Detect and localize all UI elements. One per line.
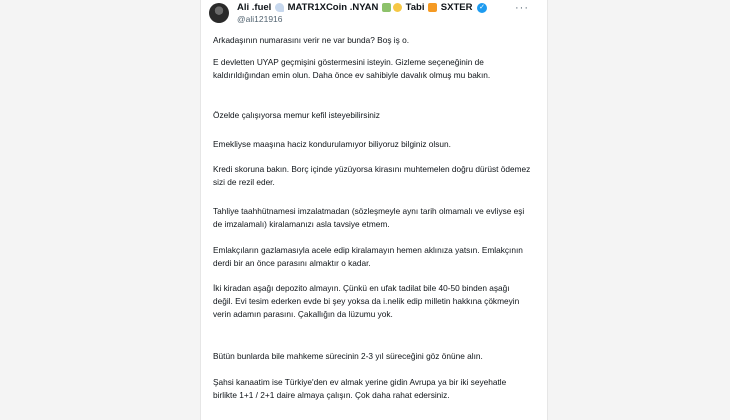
- tweet-paragraph: Tahliye taahhütnamesi imzalatmadan (sözleşmeyle aynı tarih olmamalı ve evliyse eşi de imzalamalı) kiralamanızı asla tavsiye etmem.: [213, 206, 525, 229]
- tweet-paragraph: Şahsi kanaatim ise Türkiye'den ev almak yerine gidin Avrupa ya bir iki seyehatle birlikte 1+1 / 2+1 daire almaya çalışın. Çok daha rahat edersiniz.: [213, 377, 507, 400]
- tweet-paragraph: Kredi skoruna bakın. Borç içinde yüzüyorsa kirasını muhtemelen doğru dürüst ödemez sizi de rezil eder.: [213, 164, 531, 187]
- tweet-paragraph: Emekliyse maaşına haciz kondurulamıyor biliyoruz bilginiz olsun.: [213, 139, 451, 149]
- rocket-emoji-icon: [275, 3, 284, 12]
- tweet-card: [200, 0, 548, 420]
- author-name-part-2: MATR1XCoin .NYAN: [287, 2, 379, 13]
- author-name-part-1: Ali .fuel: [237, 2, 272, 13]
- tweet-paragraph: Bütün bunlarda bile mahkeme sürecinin 2-3 yıl süreceğini göz önüne alın.: [213, 351, 483, 361]
- money-emoji-icon: [382, 3, 391, 12]
- verified-badge-icon: ✓: [477, 3, 487, 13]
- orange-square-emoji-icon: [428, 3, 437, 12]
- author-handle[interactable]: @ali121916: [237, 14, 283, 24]
- author-name-part-3: Tabi: [405, 2, 425, 13]
- more-options-icon[interactable]: ···: [515, 2, 529, 14]
- smile-emoji-icon: [393, 3, 402, 12]
- author-name-part-4: SXTER: [440, 2, 473, 13]
- tweet-paragraph: İki kiradan aşağı depozito almayın. Çünkü en ufak tadilat bile 40-50 binden aşağı değil. Evi tesim ederken evde bi şey yoksa da i.nelik edip milletin hakkına çökmeyin verin adamın parasını. Çakallığın da lüzumu yok.: [213, 283, 520, 319]
- tweet-paragraph: Emlakçıların gazlamasıyla acele edip kiralamayın hemen aklınıza yatsın. Emlakçının derdi bir an önce parasını almaktır o kadar.: [213, 245, 523, 268]
- tweet-paragraph: E devletten UYAP geçmişini göstermesini isteyin. Gizleme seçeneğinin de kaldırıldığından emin olun. Daha önce ev sahibiyle davalık olmuş mu bakın.: [213, 57, 491, 80]
- tweet-paragraph: Özelde çalışıyorsa memur kefil isteyebilirsiniz: [213, 110, 380, 120]
- avatar[interactable]: [209, 3, 229, 23]
- tweet-header: [209, 2, 539, 28]
- tweet-paragraph: Arkadaşının numarasını verir ne var bunda? Boş iş o.: [213, 35, 410, 45]
- author-name[interactable]: [237, 2, 487, 13]
